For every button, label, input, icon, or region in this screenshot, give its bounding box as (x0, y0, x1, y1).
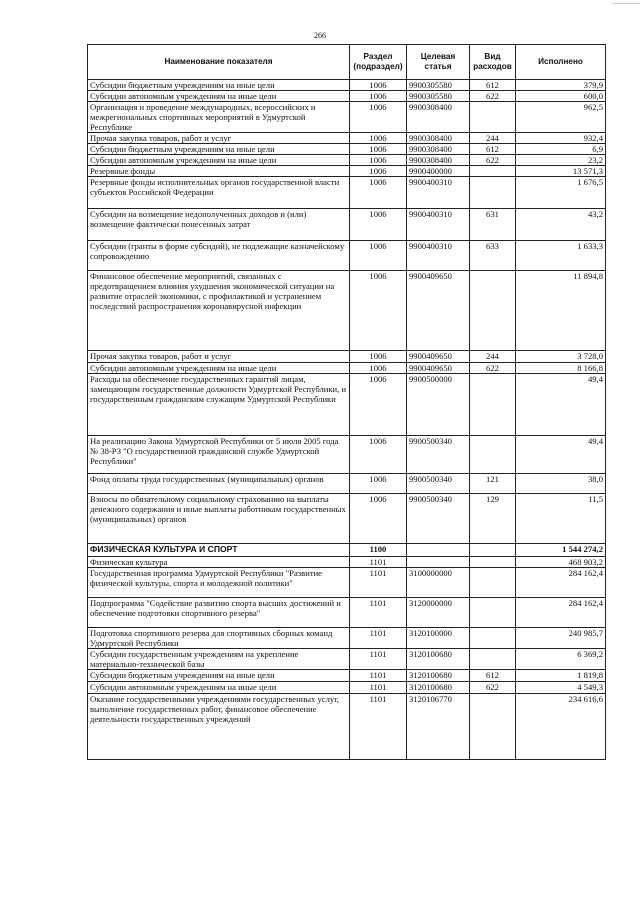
cell-section: 1006 (350, 494, 407, 544)
cell-expense-type (470, 271, 516, 351)
cell-expense-type (470, 557, 516, 568)
cell-name: Резервные фонды (88, 166, 350, 177)
cell-target: 9900400000 (407, 166, 470, 177)
cell-expense-type: 622 (470, 682, 516, 694)
cell-target: 3120106770 (407, 694, 470, 760)
table-row (88, 568, 606, 598)
cell-section: 1006 (350, 102, 407, 133)
table-row (88, 694, 606, 760)
cell-expense-type (470, 374, 516, 436)
header-expense-type: Вид расходов (470, 45, 516, 80)
cell-target (407, 544, 470, 557)
cell-expense-type: 622 (470, 91, 516, 102)
cell-amount: 11,5 (516, 494, 606, 544)
cell-expense-type: 622 (470, 155, 516, 166)
cell-section: 1006 (350, 155, 407, 166)
table-body (88, 80, 606, 760)
cell-target: 9900305580 (407, 80, 470, 91)
cell-target: 9900308400 (407, 155, 470, 166)
cell-target: 9900500000 (407, 374, 470, 436)
cell-section: 1101 (350, 568, 407, 598)
cell-name: Субсидии автономным учреждениям на иные цели (88, 91, 350, 102)
cell-expense-type: 244 (470, 133, 516, 144)
cell-name: Прочая закупка товаров, работ и услуг (88, 133, 350, 144)
cell-target: 3120000000 (407, 598, 470, 628)
cell-amount: 8 166,8 (516, 363, 606, 374)
table-row (88, 133, 606, 144)
cell-amount: 1 633,3 (516, 241, 606, 271)
cell-section: 1006 (350, 91, 407, 102)
table-row (88, 474, 606, 494)
cell-target: 3120100680 (407, 649, 470, 670)
table-row (88, 80, 606, 91)
table-row (88, 598, 606, 628)
cell-expense-type (470, 544, 516, 557)
cell-amount: 6 369,2 (516, 649, 606, 670)
cell-target (407, 557, 470, 568)
table-row (88, 436, 606, 474)
cell-amount: 38,0 (516, 474, 606, 494)
cell-name: Субсидии государственным учреждениям на укрепление материально-технической базы (88, 649, 350, 670)
table-row (88, 166, 606, 177)
cell-amount: 6,9 (516, 144, 606, 155)
cell-name: Финансовое обеспечение мероприятий, связанных с предотвращением влияния ухудшения экономической ситуации на развитие отраслей экономики, с профилактикой и устранением последствий распространения коронавирусной инфекции (88, 271, 350, 351)
cell-expense-type: 631 (470, 209, 516, 241)
cell-amount: 284 162,4 (516, 598, 606, 628)
cell-target: 9900409650 (407, 363, 470, 374)
cell-target: 3120100680 (407, 670, 470, 682)
cell-section: 1006 (350, 351, 407, 363)
header-target: Целевая статья (407, 45, 470, 80)
cell-amount: 1 544 274,2 (516, 544, 606, 557)
cell-section: 1006 (350, 374, 407, 436)
table-row (88, 91, 606, 102)
cell-target: 9900409650 (407, 351, 470, 363)
cell-expense-type: 121 (470, 474, 516, 494)
cell-expense-type: 244 (470, 351, 516, 363)
table-row (88, 363, 606, 374)
cell-amount: 284 162,4 (516, 568, 606, 598)
cell-expense-type: 622 (470, 363, 516, 374)
page-number: 266 (314, 31, 326, 40)
cell-name: Физическая культура (88, 557, 350, 568)
cell-target: 3120100000 (407, 628, 470, 649)
cell-section: 1006 (350, 133, 407, 144)
cell-section: 1100 (350, 544, 407, 557)
cell-section: 1101 (350, 628, 407, 649)
cell-expense-type (470, 102, 516, 133)
table-row (88, 557, 606, 568)
cell-section: 1101 (350, 557, 407, 568)
cell-target: 3100000000 (407, 568, 470, 598)
cell-expense-type: 633 (470, 241, 516, 271)
cell-section: 1006 (350, 474, 407, 494)
cell-target: 9900308400 (407, 144, 470, 155)
table-row (88, 494, 606, 544)
table-row (88, 670, 606, 682)
cell-name: Взносы по обязательному социальному страхованию на выплаты денежного содержания и иные выплаты работникам государственных (муниципальных) органов (88, 494, 350, 544)
cell-name: Государственная программа Удмуртской Республики "Развитие физической культуры, спорта и молодежной политики" (88, 568, 350, 598)
cell-name: Подпрограмма "Содействие развитию спорта высших достижений и обеспечение подготовки спортивного резерва" (88, 598, 350, 628)
cell-expense-type: 129 (470, 494, 516, 544)
header-name: Наименование показателя (88, 45, 350, 80)
header-section: Раздел (подраздел) (350, 45, 407, 80)
cell-section: 1006 (350, 241, 407, 271)
cell-section: 1101 (350, 694, 407, 760)
table-row (88, 544, 606, 557)
cell-amount: 1 676,5 (516, 177, 606, 209)
table-row (88, 374, 606, 436)
cell-target: 9900409650 (407, 271, 470, 351)
cell-name: Фонд оплаты труда государственных (муниципальных) органов (88, 474, 350, 494)
cell-target: 3120100680 (407, 682, 470, 694)
cell-expense-type: 612 (470, 80, 516, 91)
cell-section: 1006 (350, 166, 407, 177)
cell-amount: 379,9 (516, 80, 606, 91)
table-header-row (88, 45, 606, 80)
table-row (88, 628, 606, 649)
cell-name: Субсидии на возмещение недополученных доходов и (или) возмещение фактически понесенных затрат (88, 209, 350, 241)
cell-section: 1101 (350, 670, 407, 682)
cell-expense-type (470, 694, 516, 760)
cell-target: 9900500340 (407, 436, 470, 474)
cell-expense-type (470, 628, 516, 649)
cell-name: Прочая закупка товаров, работ и услуг (88, 351, 350, 363)
table-row (88, 102, 606, 133)
table-row (88, 682, 606, 694)
cell-section: 1006 (350, 271, 407, 351)
cell-name: Субсидии бюджетным учреждениям на иные цели (88, 670, 350, 682)
cell-amount: 11 894,8 (516, 271, 606, 351)
cell-section: 1006 (350, 144, 407, 155)
cell-target: 9900308400 (407, 102, 470, 133)
table-row (88, 241, 606, 271)
page-corner-mark (612, 0, 640, 4)
cell-expense-type: 612 (470, 144, 516, 155)
cell-target: 9900308400 (407, 133, 470, 144)
cell-expense-type (470, 598, 516, 628)
cell-amount: 13 571,3 (516, 166, 606, 177)
cell-amount: 23,2 (516, 155, 606, 166)
cell-amount: 1 819,8 (516, 670, 606, 682)
cell-amount: 43,2 (516, 209, 606, 241)
cell-name: ФИЗИЧЕСКАЯ КУЛЬТУРА И СПОРТ (88, 544, 350, 557)
cell-amount: 3 728,0 (516, 351, 606, 363)
cell-expense-type (470, 649, 516, 670)
table-row (88, 209, 606, 241)
cell-expense-type (470, 177, 516, 209)
cell-name: Субсидии автономным учреждениям на иные цели (88, 155, 350, 166)
cell-name: Субсидии бюджетным учреждениям на иные цели (88, 80, 350, 91)
cell-amount: 240 985,7 (516, 628, 606, 649)
cell-amount: 234 616,6 (516, 694, 606, 760)
cell-target: 9900400310 (407, 177, 470, 209)
cell-name: Организация и проведение международных, всероссийских и межрегиональных спортивных мероприятий в Удмуртской Республике (88, 102, 350, 133)
cell-name: Субсидии бюджетным учреждениям на иные цели (88, 144, 350, 155)
table-row (88, 649, 606, 670)
cell-section: 1101 (350, 598, 407, 628)
table-row (88, 351, 606, 363)
cell-section: 1006 (350, 363, 407, 374)
cell-name: Резервные фонды исполнительных органов государственной власти субъектов Российской Федерации (88, 177, 350, 209)
cell-expense-type: 612 (470, 670, 516, 682)
cell-name: Субсидии (гранты в форме субсидий), не подлежащие казначейскому сопровождению (88, 241, 350, 271)
cell-amount: 932,4 (516, 133, 606, 144)
table-row (88, 144, 606, 155)
cell-target: 9900500340 (407, 474, 470, 494)
table-row (88, 177, 606, 209)
cell-section: 1101 (350, 682, 407, 694)
cell-amount: 4 549,3 (516, 682, 606, 694)
budget-execution-table (87, 44, 606, 760)
cell-amount: 49,4 (516, 436, 606, 474)
cell-amount: 49,4 (516, 374, 606, 436)
cell-name: На реализацию Закона Удмуртской Республики от 5 июля 2005 года № 38-РЗ "О государственной гражданской службе Удмуртской Республики" (88, 436, 350, 474)
cell-name: Субсидии автономным учреждениям на иные цели (88, 682, 350, 694)
cell-section: 1006 (350, 80, 407, 91)
table-row (88, 155, 606, 166)
cell-expense-type (470, 436, 516, 474)
cell-amount: 600,0 (516, 91, 606, 102)
cell-target: 9900400310 (407, 209, 470, 241)
cell-name: Расходы на обеспечение государственных гарантий лицам, замещающим государственные должности Удмуртской Республики, и государственным гражданским служащим Удмуртской Республики (88, 374, 350, 436)
cell-expense-type (470, 166, 516, 177)
table-row (88, 271, 606, 351)
cell-name: Субсидии автономным учреждениям на иные цели (88, 363, 350, 374)
cell-section: 1006 (350, 209, 407, 241)
cell-amount: 468 903,2 (516, 557, 606, 568)
header-executed: Исполнено (516, 45, 606, 80)
cell-section: 1006 (350, 177, 407, 209)
cell-section: 1101 (350, 649, 407, 670)
cell-target: 9900500340 (407, 494, 470, 544)
cell-amount: 962,5 (516, 102, 606, 133)
cell-name: Оказание государственными учреждениями государственных услуг, выполнение государственных работ, финансовое обеспечение деятельности государственных учреждений (88, 694, 350, 760)
cell-target: 9900400310 (407, 241, 470, 271)
cell-target: 9900305580 (407, 91, 470, 102)
cell-expense-type (470, 568, 516, 598)
cell-section: 1006 (350, 436, 407, 474)
cell-name: Подготовка спортивного резерва для спортивных сборных команд Удмуртской Республики (88, 628, 350, 649)
